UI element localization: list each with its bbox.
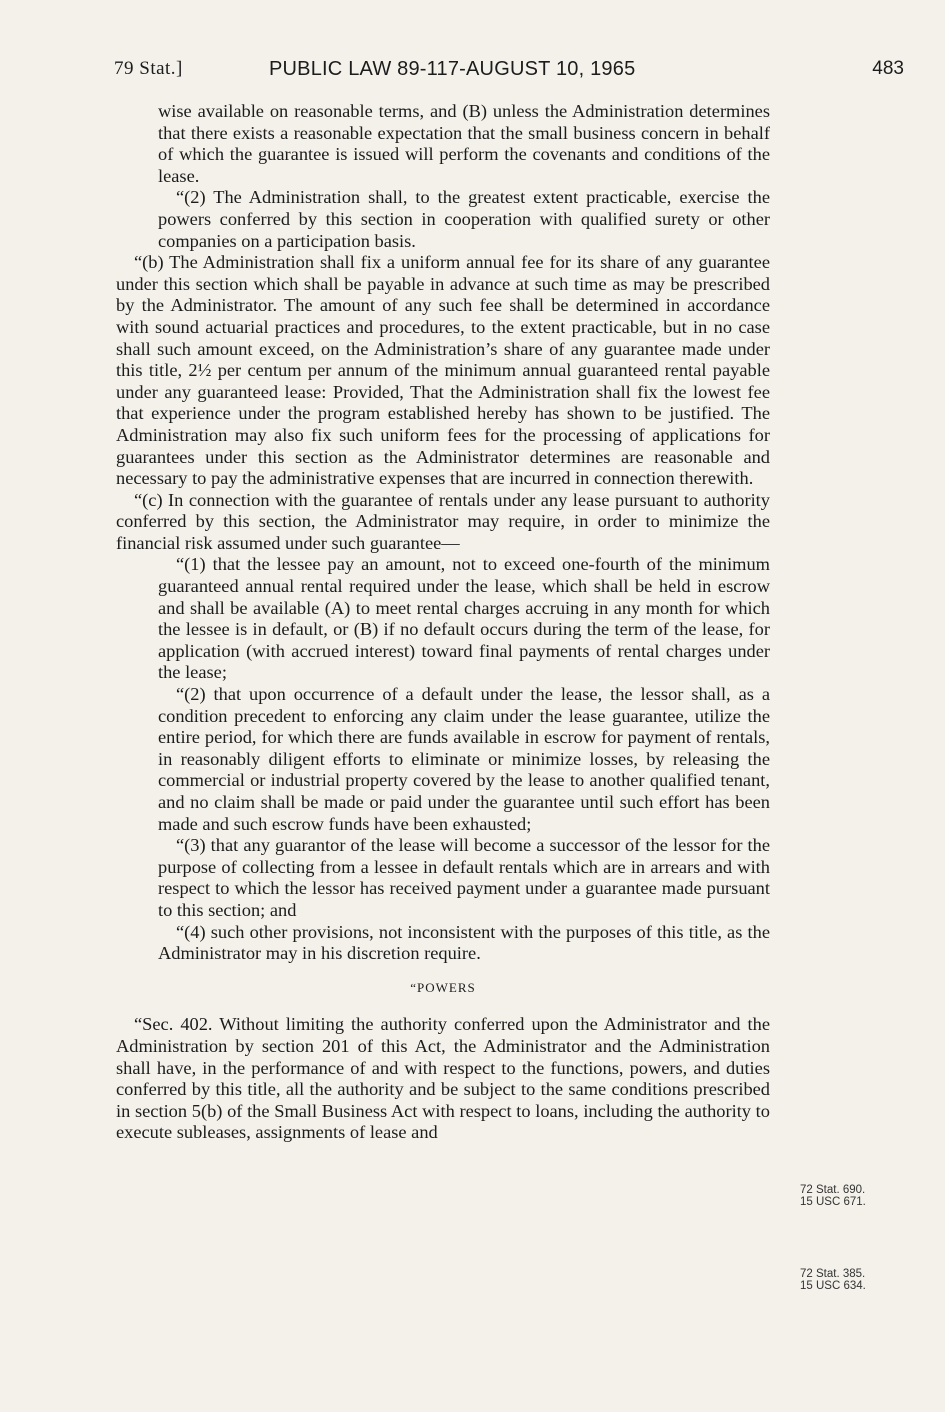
- paragraph-c2: “(2) that upon occurrence of a default under the lease, the lessor shall, as a condition precedent to enforcing any claim under the lease guarantee, utilize the entire period, for which there are funds available in escrow for payment of rentals, in reasonably diligent efforts to eliminate or minimize losses, by releasing the commercial or industrial property covered by the lease to another qualified tenant, and no claim shall be made or paid under the guarantee until such effort has been made and such escrow funds have been exhausted;: [158, 684, 770, 834]
- margin-citation-line: 15 USC 634.: [800, 1280, 866, 1292]
- paragraph-c4: “(4) such other provisions, not inconsistent with the purposes of this title, as the Administrator may in his discretion require.: [158, 921, 770, 964]
- margin-citation: [800, 1268, 910, 1292]
- page-title: PUBLIC LAW 89-117-AUGUST 10, 1965: [269, 58, 636, 80]
- margin-citation-line: 72 Stat. 385.: [800, 1268, 866, 1280]
- paragraph-c: “(c) In connection with the guarantee of rentals under any lease pursuant to authority conferred by this section, the Administrator may require, in order to minimize the financial risk assumed under such guarantee—: [116, 489, 770, 553]
- document-body: [116, 101, 770, 1144]
- margin-citation: [800, 1184, 910, 1208]
- page-header: [114, 58, 904, 88]
- page-number: 483: [872, 58, 904, 79]
- section-heading: “POWERS: [410, 979, 476, 995]
- section-402: “Sec. 402. Without limiting the authority conferred upon the Administrator and the Administration by section 201 of this Act, the Administrator and the Administration shall have, in the performance of and with respect to the functions, powers, and duties conferred by this title, all the authority and be subject to the same conditions prescribed in section 5(b) of the Small Business Act with respect to loans, including the authority to execute subleases, assignments of lease and: [116, 1014, 770, 1143]
- paragraph-continuation: wise available on reasonable terms, and (B) unless the Administration determines that there exists a reasonable expectation that the small business concern in behalf of which the guarantee is issued will perform the covenants and conditions of the lease.: [158, 101, 770, 186]
- statute-reference: 79 Stat.]: [114, 58, 183, 79]
- margin-citation-line: 72 Stat. 690.: [800, 1184, 866, 1196]
- paragraph-b: “(b) The Administration shall fix a uniform annual fee for its share of any guarantee under this section which shall be payable in advance at such time as may be prescribed by the Administrator. The amount of any such fee shall be determined in accordance with sound actuarial practices and procedures, to the extent practicable, but in no case shall such amount exceed, on the Administration’s share of any guarantee made under this title, 2½ per centum per annum of the minimum annual guaranteed rental payable under any guaranteed lease: Provided, That the Administration shall fix the lowest fee that experience under the program established hereby has shown to be justified. The Administration may also fix such uniform fees for the processing of applications for guarantees under this section as the Administrator determines are reasonable and necessary to pay the administrative expenses that are incurred in connection therewith.: [116, 252, 770, 489]
- paragraph-a2: “(2) The Administration shall, to the greatest extent practicable, exercise the powers conferred by this section in cooperation with qualified surety or other companies on a participation basis.: [158, 187, 770, 251]
- margin-citation-line: 15 USC 671.: [800, 1196, 866, 1208]
- paragraph-c1: “(1) that the lessee pay an amount, not to exceed one-fourth of the minimum guaranteed annual rental required under the lease, which shall be held in escrow and shall be available (A) to meet rental charges accruing in any month for which the lessee is in default, or (B) if no default occurs during the term of the lease, for application (with accrued interest) toward final payments of rental charges under the lease;: [158, 554, 770, 683]
- paragraph-c3: “(3) that any guarantor of the lease will become a successor of the lessor for the purpose of collecting from a lessee in default rentals which are in arrears and with respect to which the lessor has received payment under a guarantee made pursuant to this section; and: [158, 835, 770, 920]
